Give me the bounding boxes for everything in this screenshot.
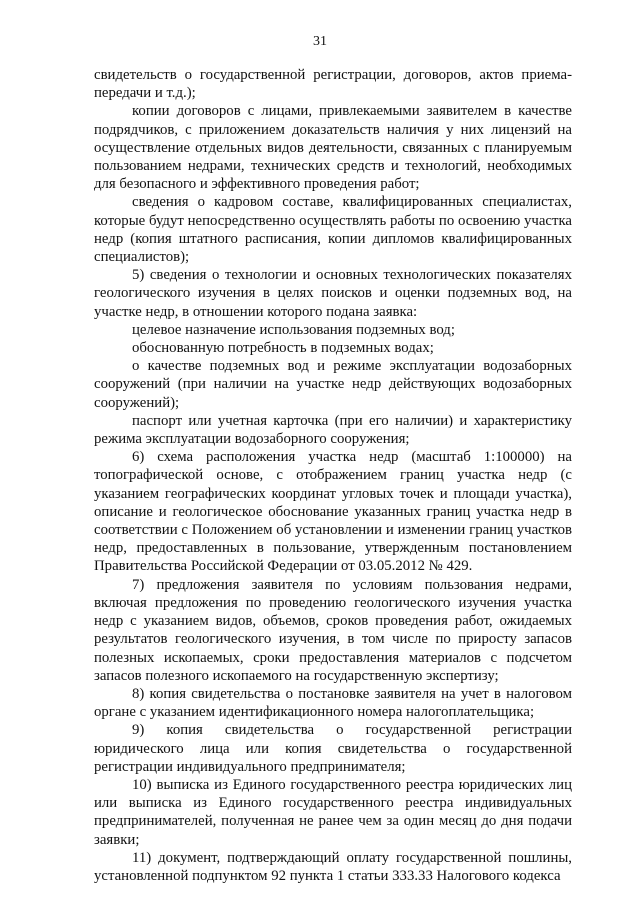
paragraph: 6) схема расположения участка недр (масштаб 1:100000) на топографической основе, с отображением границ участка недр (с указанием географических координат угловых точек и площади участка), описание и геологическое обоснование указанных границ участка недр в соответствии с Положением об установлении и изменении границ участков недр, предоставленных в пользование, утвержденным постановлением Правительства Российской Федерации от 03.05.2012 № 429. [94, 449, 572, 575]
paragraph: свидетельств о государственной регистрации, договоров, актов приема-передачи и т.д.); [94, 67, 572, 102]
paragraph: 10) выписка из Единого государственного реестра юридических лиц или выписка из Единого государственного реестра индивидуальных предпринимателей, полученная не ранее чем за один месяц до дня подачи заявки; [94, 776, 572, 848]
paragraph: целевое назначение использования подземных вод; [132, 321, 455, 338]
paragraph: 7) предложения заявителя по условиям пользования недрами, включая предложения по проведению геологического изучения участка недр с указанием видов, объемов, сроков проведения работ, ожидаемых результатов геологического изучения, в том числе по приросту запасов полезных ископаемых, сроки предоставления материалов с подсчетом запасов полезного ископаемого на государственную экспертизу; [94, 576, 572, 684]
paragraph: о качестве подземных вод и режиме эксплуатации водозаборных сооружений (при наличии на участке недр действующих водозаборных сооружений); [94, 358, 572, 411]
body-text [94, 66, 572, 885]
page-number: 31 [313, 34, 327, 49]
paragraph: паспорт или учетная карточка (при его наличии) и характеристику режима эксплуатации водозаборного сооружения; [94, 412, 572, 448]
paragraph: 5) сведения о технологии и основных технологических показателях геологического изучения в целях поисков и оценки подземных вод, на участке недр, в отношении которого подана заявка: [94, 267, 572, 320]
paragraph: 9) копия свидетельства о государственной регистрации юридического лица или копия свидетельства о государственной регистрации индивидуального предпринимателя; [94, 722, 572, 775]
paragraph: сведения о кадровом составе, квалифицированных специалистах, которые будут непосредственно осуществлять работы по освоению участка недр (копия штатного расписания, копии дипломов квалифицированных специалистов); [94, 194, 572, 266]
paragraph: копии договоров с лицами, привлекаемыми заявителем в качестве подрядчиков, с приложением доказательств наличия у них лицензий на осуществление отдельных видов деятельности, связанных с планируемым пользованием недрами, технических средств и технологий, необходимых для безопасного и эффективного проведения работ; [94, 103, 572, 193]
paragraph: 11) документ, подтверждающий оплату государственной пошлины, установленной подпунктом 92 пункта 1 статьи 333.33 Налогового кодекса [94, 849, 572, 884]
paragraph: 8) копия свидетельства о постановке заявителя на учет в налоговом органе с указанием идентификационного номера налогоплательщика; [94, 685, 572, 721]
paragraph: обоснованную потребность в подземных водах; [132, 340, 434, 357]
